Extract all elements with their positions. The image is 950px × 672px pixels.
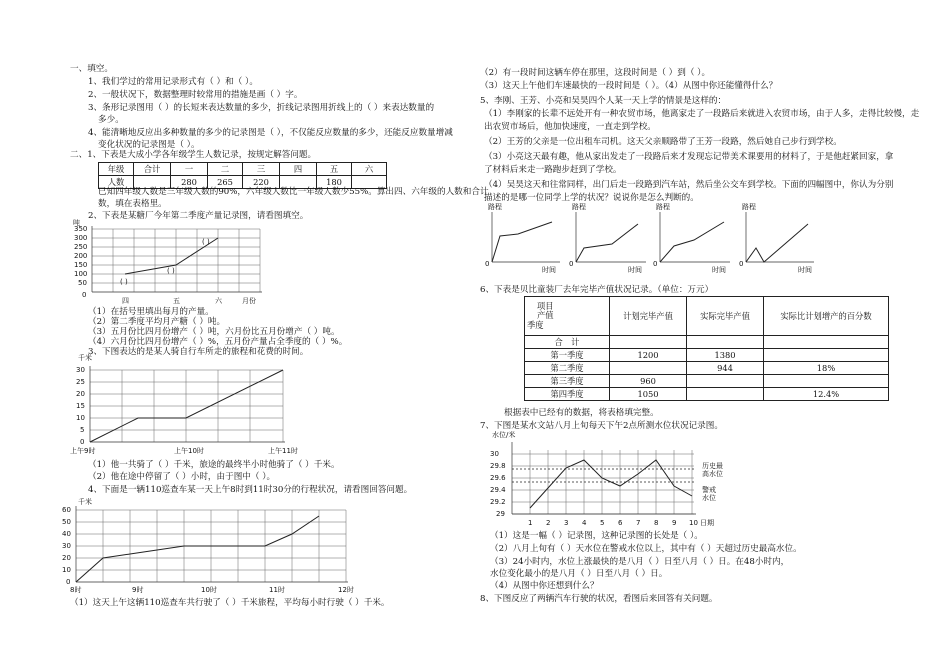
table-row: [525, 388, 889, 401]
q8: 8、下图反应了两辆汽车行驶的状况，看图后来回答有关问题。: [480, 594, 718, 604]
c4-xtick: 10: [689, 519, 698, 527]
bicycle-chart: [70, 356, 360, 454]
c1-ytick: 150: [74, 261, 88, 269]
c4-ytick: 29: [496, 510, 505, 518]
p3a: （3）小亮这天最有趣，他从家出发走了一段路后来才发现忘记带美术课要用的材料了，于是他赶紧回家，拿: [484, 152, 894, 162]
c3-xtick: 9时: [132, 586, 144, 594]
q2-title: 2、下表是某糖厂今年第二季度产量记录图，请看图填空。: [88, 211, 309, 221]
q7: 7、下图是某水文站八月上旬每天下午2点所测水位状况记录图。: [480, 421, 723, 431]
r1: （2）有一段时间这辆车停在那里，这段时间是（ ）到（ ）。: [480, 68, 711, 78]
c4-ytick: 29.6: [490, 474, 506, 482]
table-cell: 280: [171, 176, 208, 189]
c3-ytick: 0: [66, 578, 71, 586]
table-cell: [610, 336, 687, 349]
c4-warn: 水位: [702, 494, 716, 502]
c4-q3b: 水位变化最小的是八月（ ）日至八月（ ）日。: [490, 569, 668, 579]
table-cell: 五: [317, 163, 352, 176]
c3-ytick: 40: [62, 530, 71, 538]
p1b: 出农贸市场后，他加快速度，一直走到学校。: [484, 122, 656, 132]
c4-q4: （4）从图中你还想到什么？: [490, 581, 599, 591]
table-cell: 220: [243, 176, 280, 189]
table-cell: 1050: [610, 388, 687, 401]
table-row: [525, 375, 889, 388]
c4-xtick: 8: [654, 519, 659, 527]
table-corner: [525, 297, 610, 336]
c2-ytick: 0: [80, 438, 85, 446]
table-cell: [764, 349, 889, 362]
table-cell: 第三季度: [525, 375, 610, 388]
c1-blank: ( ): [202, 238, 210, 246]
c1-ytick: 50: [78, 279, 87, 287]
mini-xlabel: 时间: [628, 266, 642, 274]
grade-table: [98, 162, 387, 189]
mini-xlabel: 时间: [712, 266, 726, 274]
c2-q2: （2）他在途中停留了（ ）小时，由于图中（ ）。: [88, 472, 276, 482]
c2-ytick: 10: [76, 414, 85, 422]
q5: 5、李刚、王芳、小亮和吴昊四个人某一天上学的情景是这样的：: [480, 96, 727, 106]
table-row: [525, 349, 889, 362]
c1-xlabel: 月份: [242, 297, 256, 305]
c4-xtick: 4: [582, 519, 587, 527]
c1-ytick: 250: [74, 243, 88, 251]
q3a: 3、条形记录图用（ ）的长短来表达数量的多少，折线记录图用折线上的（ ）来表达数量的: [88, 103, 435, 113]
c3-series-line: [76, 516, 319, 582]
c4-series-line: [530, 460, 692, 508]
table-cell: 第四季度: [525, 388, 610, 401]
c4-warn: 警戒: [702, 486, 716, 494]
p4b: 描述的是哪一位同学上学的状况？说说你是怎么判断的。: [484, 193, 699, 203]
table-cell: [764, 375, 889, 388]
c4-ytick: 29.2: [490, 498, 506, 506]
table-cell: 四: [280, 163, 317, 176]
table-cell: 合 计: [525, 336, 610, 349]
table-row: [99, 163, 387, 176]
table-cell: 合计: [134, 163, 171, 176]
mini-xlabel: 时间: [798, 266, 812, 274]
c3-ytick: 20: [62, 554, 71, 562]
c2-ytick: 5: [80, 426, 85, 434]
c1-xtick: 四: [122, 297, 129, 305]
c3-ytick: 60: [62, 506, 71, 514]
c4-ytick: 29.8: [490, 462, 506, 470]
c4-xtick: 3: [564, 519, 569, 527]
c2-ytick: 30: [76, 366, 85, 374]
mini-chart-d: [739, 202, 814, 274]
c4-xtick: 2: [546, 519, 551, 527]
c3-xtick: 10时: [201, 586, 217, 594]
mini-ylabel: 路程: [488, 203, 502, 211]
sugar-chart: [70, 221, 270, 307]
p4a: （4）吴昊这天和往常同样，出门后走一段路到汽车站，然后坐公交车到学校。下面的四幅图中，你认为分别: [484, 180, 894, 190]
q4a: 4、能清晰地反应出多种数量的多少的记录图是（ ），不仅能反应数量的多少，还能反应数量增减: [88, 128, 453, 138]
c1-ytick: 200: [74, 252, 88, 260]
mini-origin: 0: [569, 260, 574, 268]
q1: 1、我们学过的常用记录形式有（ ）和（ ）。: [88, 77, 258, 87]
mini-origin: 0: [653, 260, 658, 268]
table-cell: [764, 336, 889, 349]
c4-xtick: 6: [618, 519, 623, 527]
table-header: 实际比计划增产的百分数: [764, 297, 889, 336]
c2-q1: （1）他一共骑了（ ）千米，旅途的最终半小时他骑了（ ）千米。: [88, 460, 340, 470]
table-cell: 年级: [99, 163, 134, 176]
t1-note-a: 已知四年级人数是三年级人数的90%，六年级人数比一年级人数少55%。算出四、六年级的人数和合计: [98, 187, 489, 197]
q3b: 多少。: [98, 115, 124, 125]
c3-xtick: 8时: [70, 586, 82, 594]
table-cell: 二: [208, 163, 243, 176]
c4-xtick: 7: [636, 519, 641, 527]
c4-ytick: 30: [490, 450, 499, 458]
patrol-chart: [62, 492, 370, 594]
c3-ylabel: 千米: [78, 498, 92, 506]
mini-xlabel: 时间: [542, 266, 556, 274]
mini-ylabel: 路程: [742, 203, 756, 211]
mini-chart-a: [485, 202, 560, 274]
corner-label: 季度: [527, 319, 544, 330]
table-cell: 180: [317, 176, 352, 189]
c2-ytick: 15: [76, 402, 85, 410]
c3-q1: （1）这天上午这辆110巡查车共行驶了（ ）千米旅程，平均每小时行驶（ ）千米。: [70, 598, 390, 608]
table-cell: [610, 362, 687, 375]
q2: 2、一般状况下，数据整理时较常用的措施是画（ ）字。: [88, 90, 303, 100]
table-cell: [687, 388, 764, 401]
q3-title: 3、下图表达的是某人骑自行车所走的旅程和花费的时间。: [88, 347, 309, 357]
table-row: [525, 362, 889, 375]
table-cell: [687, 336, 764, 349]
c1-ytick: 100: [74, 270, 88, 278]
c1-ytick: 300: [74, 234, 88, 242]
table-cell: 960: [610, 375, 687, 388]
mini-charts: [480, 204, 880, 274]
table-cell: 三: [243, 163, 280, 176]
q6: 6、下表是贝比童装厂去年完毕产值状况记录。（单位：万元）: [480, 285, 714, 295]
c2-xtick: 上午11时: [268, 447, 298, 455]
c4-hist: 历史最: [702, 462, 723, 470]
table-cell: 六: [352, 163, 387, 176]
table-header: 实际完毕产值: [687, 297, 764, 336]
c4-q1: （1）这是一幅（ ）记录图，这种记录图的长处是（ ）。: [490, 531, 703, 541]
c2-ytick: 20: [76, 390, 85, 398]
t1-note-b: 数，填在表格里。: [98, 199, 167, 209]
c4-xtick: 9: [672, 519, 677, 527]
table-header: 计划完毕产值: [610, 297, 687, 336]
table-cell: 第一季度: [525, 349, 610, 362]
mini-ylabel: 路程: [572, 203, 586, 211]
c4-xtick: 5: [600, 519, 605, 527]
c4-xtick: 1: [528, 519, 533, 527]
table-cell: 人数: [99, 176, 134, 189]
c4-xlabel: 日期: [700, 519, 714, 527]
mini-chart-b: [569, 202, 646, 274]
p2: （2）王芳的父亲是一位出租车司机。这天父亲顺路带了王芳一段路，然后她自己步行到学校。: [484, 137, 842, 147]
c4-ytick: 29.4: [490, 486, 506, 494]
c4-ylabel: 水位/米: [492, 431, 516, 439]
c4-q3a: （3）24小时内，水位上涨最快的是八月（ ）日至八月（ ）日。在48小时内，: [490, 557, 790, 567]
table-cell: 1200: [610, 349, 687, 362]
water-level-chart: [490, 430, 816, 530]
table-row: [525, 336, 889, 349]
c3-xtick: 12时: [338, 586, 354, 594]
c1-blank: ( ): [120, 278, 128, 286]
c4-q2: （2）八月上旬有（ ）天水位在警戒水位以上，其中有（ ）天超过历史最高水位。: [490, 544, 802, 554]
c3-ytick: 10: [62, 566, 71, 574]
c1-ytick: 350: [74, 225, 88, 233]
c1-q2: （2）第二季度平均月产糖（ ）吨。: [88, 317, 226, 327]
section-1-title: 一、填空。: [70, 64, 113, 74]
p1a: （1）李刚家的长辈不远处开有一种农贸市场，他离家走了一段路后来就进入农贸市场，由于人多，走得比较慢，走: [484, 109, 920, 119]
c1-xtick: 五: [173, 297, 180, 305]
p3b: 了材料后来走一路跑步赶到了学校。: [484, 165, 622, 175]
c2-xtick: 上午10时: [174, 447, 204, 455]
production-table: [524, 296, 889, 401]
c1-q4: （4）六月份比四月份增产（ ）%，五月份产量占全季度的（ ）%。: [88, 337, 348, 347]
c2-ylabel: 千米: [78, 354, 92, 362]
table-row: [525, 297, 889, 336]
table-cell: [687, 375, 764, 388]
mini-origin: 0: [485, 260, 490, 268]
r2: （3）这天上午他们车速最快的一段时间是（ ）。（4）从图中你还能懂得什么？: [480, 81, 778, 91]
table-cell: 265: [208, 176, 243, 189]
c4-hist: 高水位: [702, 470, 723, 478]
table-cell: 12.4%: [764, 388, 889, 401]
c2-xtick: 上午9时: [70, 447, 96, 455]
c3-xtick: 11时: [269, 586, 285, 594]
q4-title: 4、下面是一辆110巡查车某一天上午8时到11时30分的行程状况，请看图回答问题。: [88, 485, 413, 495]
c1-ylabel: 吨: [73, 219, 80, 227]
c3-ytick: 50: [62, 518, 71, 526]
c1-ytick: 0: [82, 291, 87, 299]
t2-note: 根据表中已经有的数据，将表格填完整。: [504, 408, 659, 418]
corner-label: 项目: [537, 300, 554, 311]
table-cell: 18%: [764, 362, 889, 375]
mini-chart-c: [653, 202, 730, 274]
corner-label: 产值: [537, 310, 554, 321]
table-cell: 1380: [687, 349, 764, 362]
c1-q3: （3）五月份比四月份增产（ ）吨，六月份比五月份增产（ ）吨。: [88, 327, 340, 337]
c1-xtick: 六: [215, 297, 222, 305]
table-cell: 944: [687, 362, 764, 375]
table-cell: 第二季度: [525, 362, 610, 375]
mini-origin: 0: [739, 260, 744, 268]
section-2-title: 二、1、下表是大成小学各年级学生人数记录，按规定解答问题。: [70, 150, 317, 160]
c1-blank: ( ): [167, 267, 175, 275]
c2-ytick: 25: [76, 378, 85, 386]
table-cell: 一: [171, 163, 208, 176]
q4b: 变化状况的记录图是（ ）。: [98, 140, 200, 150]
c1-q1: （1）在括号里填出每月的产量。: [88, 307, 214, 317]
mini-ylabel: 路程: [656, 203, 670, 211]
c3-ytick: 30: [62, 542, 71, 550]
